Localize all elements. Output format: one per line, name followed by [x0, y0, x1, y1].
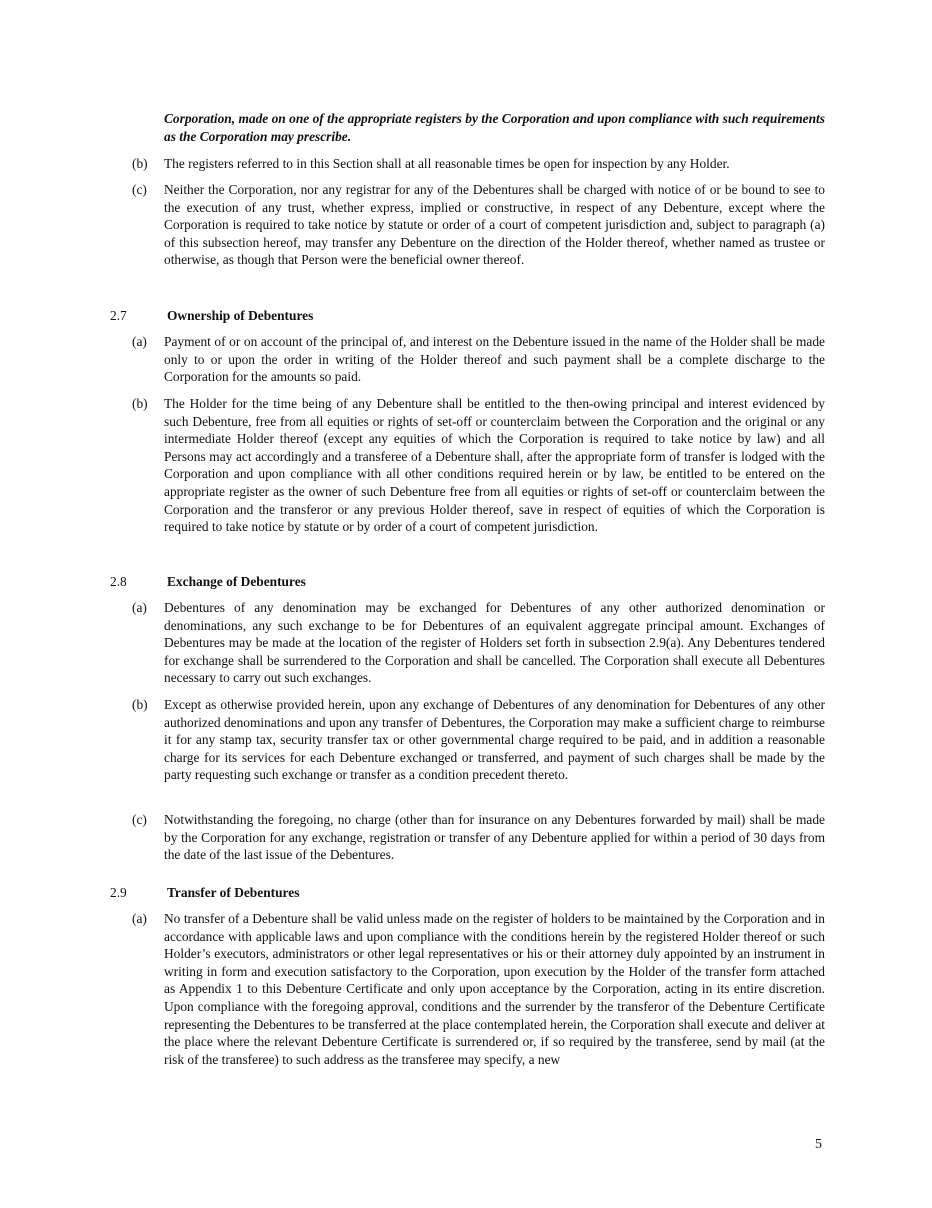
paragraph-marker: (b): [132, 156, 148, 171]
paragraph-text: Notwithstanding the foregoing, no charge (other than for insurance on any Debentures forwarded by mail) shall be made by the Corporation for any exchange, registration or transfer of any Debenture applied for within a period of 30 days from the date of the last issue of the Debentures.: [164, 812, 825, 863]
paragraph-marker: (b): [132, 396, 148, 411]
continuation-paragraph: Corporation, made on one of the appropriate registers by the Corporation and upon compliance with such requirements as the Corporation may prescribe.: [164, 111, 825, 144]
section-number: 2.7: [110, 308, 127, 323]
page-number: 5: [815, 1137, 822, 1152]
paragraph-marker: (a): [132, 334, 147, 349]
section-number: 2.9: [110, 885, 127, 900]
paragraph-marker: (c): [132, 812, 147, 827]
paragraph-text: Debentures of any denomination may be exchanged for Debentures of any other authorized denomination or denominations, any such exchange to be for Debentures of an equivalent aggregate principal amount. Exchanges of Debentures may be made at the location of the register of Holders set forth in subsection 2.9(a). Any Debentures tendered for exchange shall be surrendered to the Corporation and shall be cancelled. The Corporation shall execute all Debentures necessary to carry out such exchanges.: [164, 600, 825, 686]
paragraph-marker: (a): [132, 911, 147, 926]
paragraph-text: No transfer of a Debenture shall be valid unless made on the register of holders to be maintained by the Corporation and in accordance with applicable laws and upon compliance with the conditions herein by the registered Holder thereof or such Holder’s executors, administrators or other legal representatives or his or their attorney duly appointed by an instrument in writing in form and execution satisfactory to the Corporation, upon execution by the Holder of the transfer form attached as Appendix 1 to this Debenture Certificate and only upon acceptance by the Corporation, acting in its entire discretion. Upon compliance with the foregoing approval, conditions and the surrender by the transferor of the Debenture Certificate representing the Debentures to be transferred at the place contemplated herein, the Corporation shall execute and deliver at the place where the relevant Debenture Certificate is surrendered or, if so required by the transferee, send by mail (at the risk of the transferee) to such address as the transferee may specify, a new: [164, 911, 825, 1067]
paragraph-text: The registers referred to in this Section shall at all reasonable times be open for inspection by any Holder.: [164, 156, 730, 171]
paragraph-text: The Holder for the time being of any Debenture shall be entitled to the then-owing principal and interest evidenced by such Debenture, free from all equities or rights of set-off or counterclaim between the Corporation and the original or any intermediate Holder thereof (except any equities of which the Corporation is required to take notice by law) and all Persons may act accordingly and a transferee of a Debenture shall, after the appropriate form of transfer is lodged with the Corporation and upon compliance with all other conditions required herein or by law, be entitled to be entered on the appropriate register as the owner of such Debenture free from all equities or rights of set-off or counterclaim between the Corporation and the transferor or any previous Holder thereof, save in respect of equities of which the Corporation is required to take notice by statute or by order of a court of competent jurisdiction.: [164, 396, 825, 535]
paragraph-text: Payment of or on account of the principal of, and interest on the Debenture issued in the name of the Holder shall be made only to or upon the order in writing of the Holder thereof and such payment shall be a complete discharge to the Corporation for the amounts so paid.: [164, 334, 825, 385]
section-title: Ownership of Debentures: [167, 308, 314, 323]
paragraph-marker: (a): [132, 600, 147, 615]
paragraph-marker: (b): [132, 697, 148, 712]
section-title: Exchange of Debentures: [167, 574, 306, 589]
paragraph-marker: (c): [132, 182, 147, 197]
paragraph-text: Neither the Corporation, nor any registrar for any of the Debentures shall be charged with notice of or be bound to see to the execution of any trust, whether express, implied or constructive, in respect of any Debenture, except where the Corporation is required to take notice by statute or order of a court of competent jurisdiction and, subject to paragraph (a) of this subsection hereof, may transfer any Debenture on the direction of the Holder thereof, whether named as trustee or otherwise, as though that Person were the beneficial owner thereof.: [164, 182, 825, 268]
paragraph-text: Except as otherwise provided herein, upon any exchange of Debentures of any denomination for Debentures of any other authorized denominations and upon any transfer of Debentures, the Corporation may make a sufficient charge to reimburse it for any stamp tax, security transfer tax or other governmental charge required to be paid, and in addition a reasonable charge for its services for each Debenture exchanged or transferred, and payment of such charges shall be made by the party requesting such exchange or transfer as a condition precedent thereto.: [164, 697, 825, 783]
section-title: Transfer of Debentures: [167, 885, 300, 900]
section-number: 2.8: [110, 574, 127, 589]
